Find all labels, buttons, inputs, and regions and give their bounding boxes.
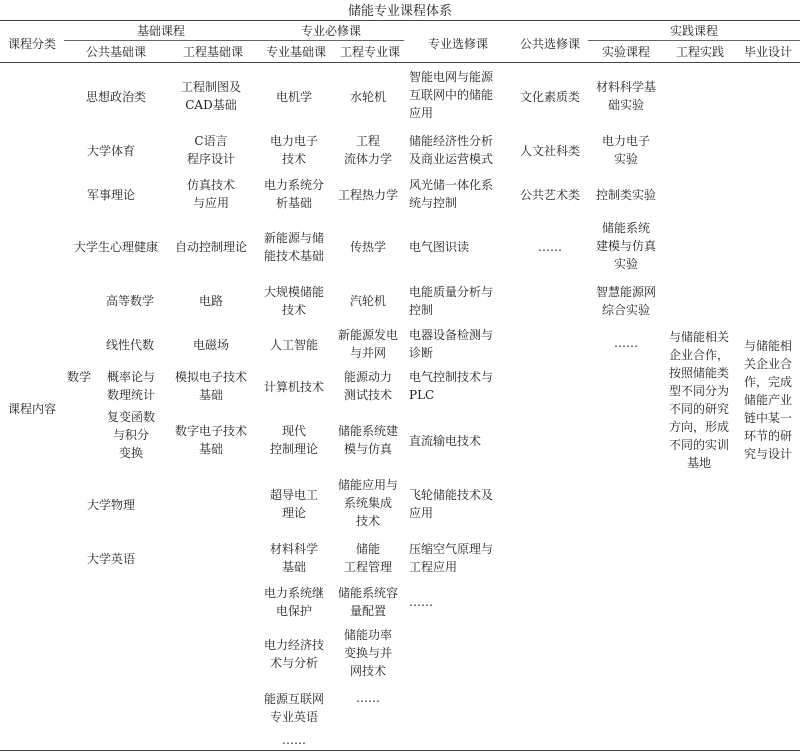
experiment-item: 智慧能源网 综合实验 (595, 285, 656, 317)
header-bottom-rule (0, 62, 800, 63)
eng-prof-item: 储能系统建 模与仿真 (337, 424, 398, 456)
top-rule (0, 20, 800, 21)
experiment-item: 储能系统 建模与仿真 实验 (595, 221, 656, 271)
elective-item: 电气控制技术与 PLC (409, 370, 494, 402)
prof-basic-item: 大规模储能 技术 (263, 285, 324, 317)
prof-basic-item: …… (282, 733, 306, 747)
elective-item: 风光储一体化系 统与控制 (409, 178, 494, 210)
prof-basic-item: 能源互联网 专业英语 (263, 692, 324, 724)
prof-basic-item: 电力系统分 析基础 (263, 178, 324, 210)
row-label: 课程内容 (7, 402, 56, 416)
bottom-rule (0, 750, 800, 751)
public-basic-item: 大学生心理健康 (73, 240, 158, 254)
prof-basic-item: 电力经济技 术与分析 (263, 638, 324, 670)
eng-basic-item: 数字电子技术 基础 (174, 424, 247, 456)
prof-basic-item: 电机学 (275, 90, 312, 104)
prof-basic-item: 现代 控制理论 (269, 424, 318, 456)
header-public-basic: 公共基础课 (85, 45, 146, 59)
prof-basic-item: 超导电工 理论 (269, 488, 318, 520)
eng-prof-item: 工程 流体力学 (343, 134, 392, 166)
header-public-elective: 公共选修课 (519, 37, 580, 51)
experiment-item: 材料科学基 础实验 (595, 80, 656, 112)
public-basic-item: 概率论与 数理统计 (106, 370, 155, 402)
eng-basic-item: 自动控制理论 (174, 240, 247, 254)
eng-basic-item: 仿真技术 与应用 (186, 178, 235, 210)
eng-prof-item: 储能应用与 系统集成 技术 (337, 478, 398, 528)
eng-prof-item: 储能功率 变换与并 网技术 (343, 628, 392, 678)
group-underline-practice (588, 40, 800, 41)
prof-basic-item: 新能源与储 能技术基础 (263, 231, 324, 263)
elective-item: 飞轮储能技术及 应用 (409, 488, 494, 520)
eng-prof-item: 储能 工程管理 (343, 542, 392, 574)
header-graduation: 毕业设计 (743, 45, 792, 59)
header-eng-basic: 工程基础课 (182, 45, 243, 59)
header-elective: 专业选修课 (427, 37, 488, 51)
graduation-text: 与储能相 关企业合 作，完成 储能产业 链中某一 环节的研 究与设计 (743, 339, 792, 461)
experiment-item: …… (614, 336, 638, 350)
elective-item: 电气图识读 (409, 240, 470, 254)
eng-prof-item: 汽轮机 (349, 294, 386, 308)
prof-basic-item: 电力电子 技术 (269, 134, 318, 166)
experiment-item: 控制类实验 (595, 188, 656, 202)
eng-basic-item: C语言 程序设计 (186, 134, 235, 166)
header-eng-prof: 工程专业课 (339, 45, 400, 59)
elective-item: …… (409, 595, 433, 609)
eng-prof-item: 水轮机 (349, 90, 386, 104)
public-basic-item: 复变函数 与积分 变换 (106, 410, 155, 460)
public-basic-item: 大学英语 (86, 552, 135, 566)
eng-basic-item: 电路 (198, 294, 223, 308)
public-basic-item: 大学体育 (86, 144, 135, 158)
eng-prof-item: 传热学 (349, 240, 386, 254)
prof-basic-item: 电力系统继 电保护 (263, 586, 324, 618)
public-basic-item: 思想政治类 (85, 90, 146, 104)
public-basic-item: 军事理论 (86, 188, 135, 202)
public-basic-item: 大学物理 (86, 498, 135, 512)
math-label: 数学 (67, 370, 92, 384)
prof-basic-item: 人工智能 (269, 338, 318, 352)
public-basic-item: 高等数学 (105, 294, 154, 308)
header-practice: 实践课程 (669, 24, 718, 38)
public-elective-item: 公共艺术类 (519, 188, 580, 202)
elective-item: 电器设备检测与 诊断 (409, 328, 494, 360)
elective-item: 电能质量分析与 控制 (409, 285, 494, 317)
public-elective-item: …… (538, 240, 562, 254)
header-category: 课程分类 (7, 37, 56, 51)
header-eng-practice: 工程实践 (675, 45, 724, 59)
public-elective-item: 人文社科类 (519, 144, 580, 158)
elective-item: 智能电网与能源 互联网中的储能 应用 (409, 70, 494, 120)
eng-basic-item: 模拟电子技术 基础 (174, 370, 247, 402)
eng-practice-text: 与储能相关 企业合作， 按照储能类 型不同分为 不同的研究 方向，形成 不同的实训 基地 (668, 330, 729, 470)
elective-item: 直流输电技术 (409, 434, 482, 448)
table-title: 储能专业课程体系 (347, 4, 452, 19)
prof-basic-item: 计算机技术 (263, 380, 324, 394)
eng-prof-item: 工程热力学 (337, 188, 398, 202)
elective-item: 压缩空气原理与 工程应用 (409, 542, 494, 574)
eng-basic-item: 工程制图及 CAD基础 (180, 80, 241, 112)
group-underline-required (258, 40, 404, 41)
elective-item: 储能经济性分析 及商业运营模式 (409, 134, 494, 166)
header-prof-basic: 专业基础课 (265, 45, 326, 59)
experiment-item: 电力电子 实验 (601, 134, 650, 166)
eng-prof-item: …… (356, 691, 380, 705)
group-underline-basic (64, 40, 258, 41)
public-elective-item: 文化素质类 (519, 90, 580, 104)
public-basic-item: 线性代数 (105, 338, 154, 352)
header-required: 专业必修课 (300, 24, 361, 38)
header-basic: 基础课程 (136, 24, 185, 38)
prof-basic-item: 材料科学 基础 (269, 542, 318, 574)
eng-prof-item: 能源动力 测试技术 (343, 370, 392, 402)
eng-prof-item: 储能系统容 量配置 (337, 586, 398, 618)
eng-basic-item: 电磁场 (192, 338, 229, 352)
eng-prof-item: 新能源发电 与并网 (337, 328, 398, 360)
header-experiment: 实验课程 (601, 45, 650, 59)
